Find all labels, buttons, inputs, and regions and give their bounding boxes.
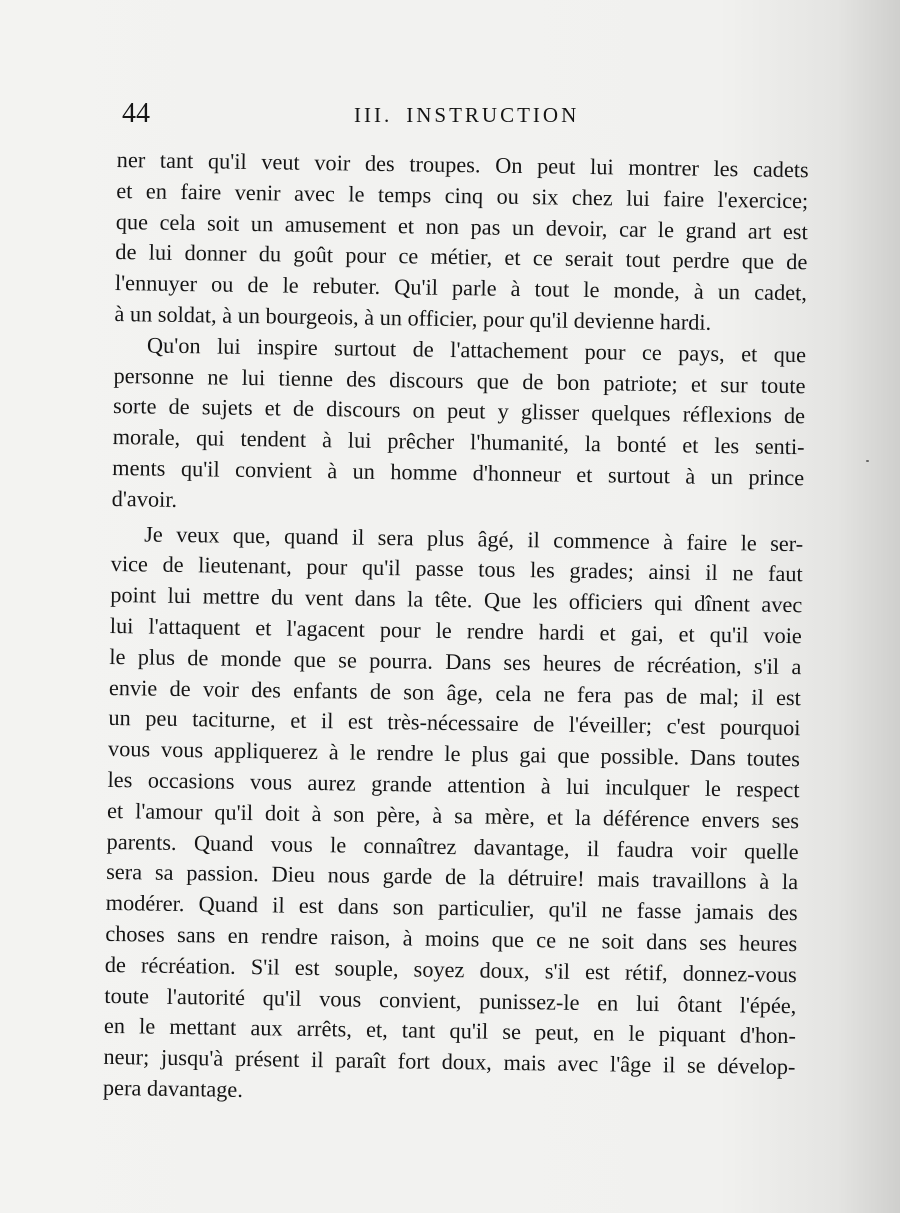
text-line: toute l'autorité qu'il vous convient, punissez-le en lui ôtant l'épée, — [104, 982, 797, 1018]
paragraph — [114, 145, 809, 340]
chapter-roman-numeral: III. — [354, 103, 393, 127]
text-line: sorte de sujets et de discours on peut y glisser quelques réflexions de — [112, 393, 806, 429]
running-head — [118, 98, 808, 138]
text-line: neur; jusqu'à présent il paraît fort doux, mais avec l'âge il se dévelop- — [103, 1044, 796, 1080]
text-line: pera davantage. — [102, 1074, 244, 1102]
text-line: ments qu'il convient à un homme d'honneur et surtout à un prince — [112, 454, 805, 491]
paper-speck — [866, 460, 869, 462]
text-line: lui l'attaquent et l'agacent pour le rendre hardi et gai, et qu'il voie — [109, 612, 802, 649]
text-line: d'avoir. — [111, 485, 178, 512]
text-line: morale, qui tendent à lui prêcher l'humanité, la bonté et les senti- — [112, 424, 805, 460]
text-line: point lui mettre du vent dans la tête. Que les officiers qui dînent avec — [110, 582, 803, 618]
text-line: en le mettant aux arrêts, et, tant qu'il se peut, en le piquant d'hon- — [103, 1013, 797, 1049]
text-line: Qu'on lui inspire surtout de l'attachement pour ce pays, et que — [146, 332, 807, 368]
text-line: les occasions vous aurez grande attention à lui inculquer le respect — [107, 766, 800, 803]
text-line: et l'amour qu'il doit à son père, à sa mère, et la déférence envers ses — [106, 797, 800, 833]
text-line: vous vous appliquerez à le rendre le plus gai que possible. Dans toutes — [107, 736, 801, 772]
text-line: de lui donner du goût pour ce métier, et ce serait tout perdre que de — [115, 239, 808, 275]
body-text — [103, 145, 809, 1114]
text-line: et en faire venir avec le temps cinq ou six chez lui faire l'exercice; — [116, 177, 809, 214]
text-line: personne ne lui tienne des discours que de bon patriote; et sur toute — [113, 362, 806, 398]
chapter-title — [354, 103, 579, 128]
text-line: vice de lieutenant, pour qu'il passe tous les grades; ainsi il ne faut — [110, 551, 803, 587]
text-line: modérer. Quand il est dans son particulier, qu'il ne fasse jamais des — [105, 890, 798, 926]
chapter-title-text: INSTRUCTION — [406, 103, 580, 127]
text-line: de récréation. S'il est souple, soyez doux, s'il est rétif, donnez-vous — [104, 951, 797, 987]
text-line: sera sa passion. Dieu nous garde de la détruire! mais travaillons à la — [106, 859, 799, 895]
text-line: Je veux que, quand il sera plus âgé, il commence à faire le ser- — [144, 521, 804, 556]
text-line: le plus de monde que se pourra. Dans ses heures de récréation, s'il a — [109, 643, 802, 679]
text-line: l'ennuyer ou de le rebuter. Qu'il parle à tout le monde, à un cadet, — [114, 270, 808, 306]
page-number: 44 — [122, 98, 150, 129]
text-line: que cela soit un amusement et non pas un devoir, car le grand art est — [115, 208, 808, 244]
text-line: à un soldat, à un bourgeois, à un officier, pour qu'il devienne hardi. — [114, 300, 712, 335]
text-line: un peu taciturne, et il est très-nécessaire de l'éveiller; c'est pourquoi — [108, 705, 801, 741]
text-line: parents. Quand vous le connaîtrez davantage, il faudra voir quelle — [106, 828, 799, 864]
text-line: envie de voir des enfants de son âge, cela ne fera pas de mal; il est — [108, 674, 802, 710]
paragraph — [103, 519, 804, 1114]
text-line: choses sans en rendre raison, à moins que ce ne soit dans ses heures — [105, 920, 798, 957]
paragraph — [112, 330, 807, 525]
text-line: ner tant qu'il veut voir des troupes. On peut lui montrer les cadets — [116, 146, 809, 183]
